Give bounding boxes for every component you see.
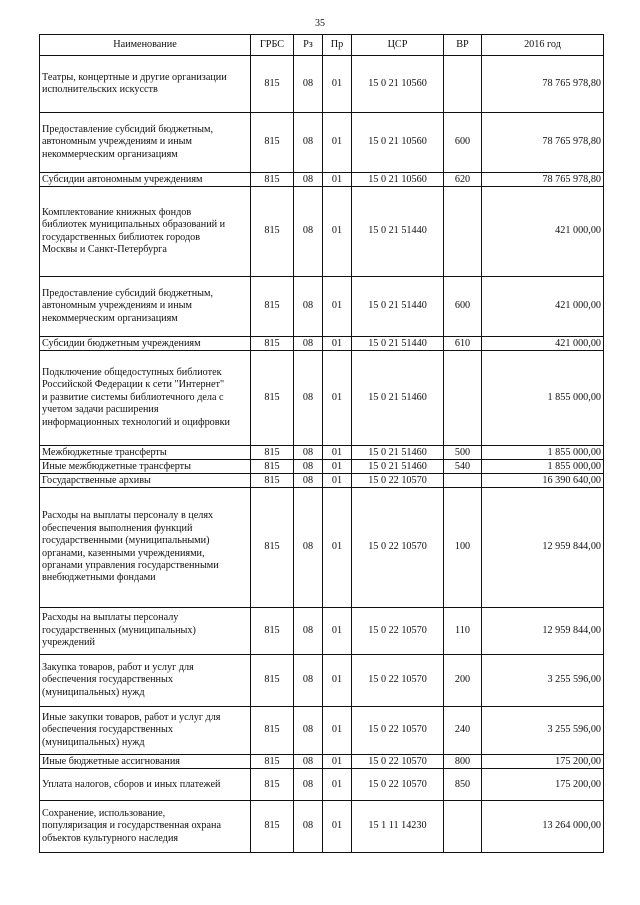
- cell-name-line: библиотек муниципальных образований и: [42, 219, 226, 231]
- cell-name-line: (муниципальных) нужд: [42, 686, 145, 698]
- cell-csr: 15 0 21 10560: [352, 173, 444, 187]
- column-header-name: Наименование: [40, 35, 251, 56]
- cell-name-line: Иные межбюджетные трансферты: [42, 460, 191, 472]
- cell-grbs: 815: [251, 446, 294, 460]
- cell-vr: 500: [444, 446, 482, 460]
- cell-pr: 01: [323, 474, 352, 488]
- cell-grbs: 815: [251, 801, 294, 853]
- cell-name: [40, 801, 251, 853]
- cell-name-line: государственными (муниципальными): [42, 535, 210, 547]
- cell-name: [40, 113, 251, 173]
- cell-grbs: 815: [251, 113, 294, 173]
- cell-csr: 15 0 22 10570: [352, 488, 444, 608]
- cell-rz: 08: [294, 755, 323, 769]
- cell-vr: [444, 474, 482, 488]
- cell-name-line: Субсидии автономным учреждениям: [42, 173, 203, 185]
- table-row: [40, 769, 604, 801]
- cell-amount: 421 000,00: [482, 337, 604, 351]
- table-body: [40, 56, 604, 853]
- cell-csr: 15 0 22 10570: [352, 474, 444, 488]
- cell-name-line: (муниципальных) нужд: [42, 736, 145, 748]
- cell-grbs: 815: [251, 755, 294, 769]
- cell-name-line: органами, казенными учреждениями,: [42, 547, 205, 559]
- cell-vr: 540: [444, 460, 482, 474]
- table-row: [40, 446, 604, 460]
- cell-amount: 13 264 000,00: [482, 801, 604, 853]
- cell-rz: 08: [294, 474, 323, 488]
- table-row: [40, 351, 604, 446]
- cell-name: [40, 707, 251, 755]
- cell-name-line: Государственные архивы: [42, 474, 151, 486]
- cell-vr: 240: [444, 707, 482, 755]
- cell-name-line: информационных технологий и оцифровки: [42, 416, 230, 428]
- cell-name: [40, 337, 251, 351]
- page-number: 35: [315, 18, 325, 29]
- cell-name: [40, 655, 251, 707]
- cell-name-line: Предоставление субсидий бюджетным,: [42, 287, 214, 299]
- cell-csr: 15 0 21 51460: [352, 460, 444, 474]
- cell-pr: 01: [323, 113, 352, 173]
- table-row: [40, 113, 604, 173]
- cell-name-line: Закупка товаров, работ и услуг для: [42, 661, 194, 673]
- cell-grbs: 815: [251, 655, 294, 707]
- cell-name-line: автономным учреждениям и иным: [42, 136, 192, 148]
- column-header-year: 2016 год: [482, 35, 604, 56]
- cell-rz: 08: [294, 707, 323, 755]
- cell-name-line: и развитие системы библиотечного дела с: [42, 391, 224, 403]
- cell-grbs: 815: [251, 488, 294, 608]
- cell-pr: 01: [323, 460, 352, 474]
- cell-csr: 15 0 22 10570: [352, 707, 444, 755]
- cell-amount: 1 855 000,00: [482, 351, 604, 446]
- cell-name: [40, 769, 251, 801]
- cell-vr: 600: [444, 113, 482, 173]
- cell-grbs: 815: [251, 707, 294, 755]
- cell-vr: 200: [444, 655, 482, 707]
- column-header-pr: Пр: [323, 35, 352, 56]
- table-row: [40, 755, 604, 769]
- cell-grbs: 815: [251, 56, 294, 113]
- cell-name-line: некоммерческим организациям: [42, 148, 178, 160]
- cell-rz: 08: [294, 460, 323, 474]
- table-row: [40, 173, 604, 187]
- cell-name-line: учетом задачи расширения: [42, 404, 159, 416]
- cell-name-line: обеспечения государственных: [42, 674, 173, 686]
- cell-name-line: Расходы на выплаты персоналу: [42, 612, 179, 624]
- cell-csr: 15 1 11 14230: [352, 801, 444, 853]
- table-row: [40, 337, 604, 351]
- cell-name-line: Уплата налогов, сборов и иных платежей: [42, 778, 221, 790]
- cell-vr: [444, 56, 482, 113]
- cell-vr: 800: [444, 755, 482, 769]
- cell-pr: 01: [323, 337, 352, 351]
- cell-vr: 610: [444, 337, 482, 351]
- cell-name-line: Москвы и Санкт-Петербурга: [42, 243, 167, 255]
- cell-name: [40, 56, 251, 113]
- cell-name-line: внебюджетными фондами: [42, 572, 156, 584]
- cell-grbs: 815: [251, 608, 294, 655]
- cell-name: [40, 187, 251, 277]
- cell-csr: 15 0 21 51440: [352, 187, 444, 277]
- table-row: [40, 801, 604, 853]
- cell-grbs: 815: [251, 337, 294, 351]
- cell-amount: 78 765 978,80: [482, 113, 604, 173]
- cell-amount: 1 855 000,00: [482, 446, 604, 460]
- cell-vr: 110: [444, 608, 482, 655]
- cell-csr: 15 0 21 10560: [352, 56, 444, 113]
- cell-pr: 01: [323, 769, 352, 801]
- cell-name-line: органами управления государственными: [42, 559, 219, 571]
- cell-grbs: 815: [251, 351, 294, 446]
- cell-csr: 15 0 21 51460: [352, 351, 444, 446]
- table-row: [40, 707, 604, 755]
- cell-csr: 15 0 22 10570: [352, 655, 444, 707]
- cell-name-line: популяризация и государственная охрана: [42, 820, 221, 832]
- column-header-grbs: ГРБС: [251, 35, 294, 56]
- table-row: [40, 608, 604, 655]
- cell-amount: 12 959 844,00: [482, 488, 604, 608]
- cell-csr: 15 0 22 10570: [352, 755, 444, 769]
- cell-name: [40, 446, 251, 460]
- cell-name-line: объектов культурного наследия: [42, 832, 179, 844]
- cell-rz: 08: [294, 337, 323, 351]
- cell-name: [40, 460, 251, 474]
- budget-table: [39, 34, 604, 853]
- cell-amount: 3 255 596,00: [482, 655, 604, 707]
- cell-amount: 175 200,00: [482, 755, 604, 769]
- cell-pr: 01: [323, 801, 352, 853]
- cell-rz: 08: [294, 351, 323, 446]
- cell-rz: 08: [294, 56, 323, 113]
- cell-pr: 01: [323, 187, 352, 277]
- cell-name-line: исполнительских искусств: [42, 84, 158, 95]
- cell-name-line: Предоставление субсидий бюджетным,: [42, 123, 214, 135]
- table-row: [40, 277, 604, 337]
- cell-name-line: Комплектование книжных фондов: [42, 206, 192, 218]
- cell-amount: 421 000,00: [482, 187, 604, 277]
- cell-pr: 01: [323, 56, 352, 113]
- cell-rz: 08: [294, 488, 323, 608]
- cell-pr: 01: [323, 173, 352, 187]
- cell-grbs: 815: [251, 460, 294, 474]
- cell-vr: 620: [444, 173, 482, 187]
- cell-amount: 1 855 000,00: [482, 460, 604, 474]
- cell-name: [40, 173, 251, 187]
- cell-name: [40, 277, 251, 337]
- cell-name: [40, 351, 251, 446]
- cell-rz: 08: [294, 655, 323, 707]
- cell-grbs: 815: [251, 173, 294, 187]
- cell-rz: 08: [294, 277, 323, 337]
- cell-vr: 600: [444, 277, 482, 337]
- cell-pr: 01: [323, 446, 352, 460]
- cell-pr: 01: [323, 707, 352, 755]
- table-row: [40, 488, 604, 608]
- cell-name-line: обеспечения выполнения функций: [42, 522, 193, 534]
- cell-name-line: Расходы на выплаты персоналу в целях: [42, 510, 214, 522]
- cell-rz: 08: [294, 113, 323, 173]
- cell-name-line: Иные бюджетные ассигнования: [42, 755, 180, 767]
- table-row: [40, 655, 604, 707]
- cell-pr: 01: [323, 277, 352, 337]
- table-row: [40, 56, 604, 113]
- cell-grbs: 815: [251, 769, 294, 801]
- cell-name-line: Театры, концертные и другие организации: [42, 71, 227, 83]
- cell-vr: [444, 187, 482, 277]
- cell-vr: [444, 351, 482, 446]
- cell-csr: 15 0 21 51460: [352, 446, 444, 460]
- cell-pr: 01: [323, 608, 352, 655]
- cell-csr: 15 0 22 10570: [352, 608, 444, 655]
- table-row: [40, 187, 604, 277]
- cell-amount: 16 390 640,00: [482, 474, 604, 488]
- cell-name-line: Подключение общедоступных библиотек: [42, 366, 222, 378]
- cell-vr: 100: [444, 488, 482, 608]
- cell-name-line: Сохранение, использование,: [42, 807, 166, 819]
- cell-name-line: автономным учреждениям и иным: [42, 300, 192, 312]
- table-row: [40, 474, 604, 488]
- cell-name-line: Субсидии бюджетным учреждениям: [42, 337, 201, 349]
- cell-grbs: 815: [251, 277, 294, 337]
- cell-pr: 01: [323, 488, 352, 608]
- cell-rz: 08: [294, 173, 323, 187]
- cell-name: [40, 755, 251, 769]
- cell-pr: 01: [323, 755, 352, 769]
- cell-name-line: государственных библиотек городов: [42, 231, 201, 243]
- cell-name-line: Иные закупки товаров, работ и услуг для: [42, 711, 221, 723]
- cell-name: [40, 608, 251, 655]
- cell-rz: 08: [294, 801, 323, 853]
- cell-amount: 78 765 978,80: [482, 56, 604, 113]
- cell-rz: 08: [294, 608, 323, 655]
- cell-csr: 15 0 21 51440: [352, 337, 444, 351]
- cell-vr: [444, 801, 482, 853]
- cell-name: [40, 488, 251, 608]
- cell-amount: 175 200,00: [482, 769, 604, 801]
- cell-pr: 01: [323, 655, 352, 707]
- cell-pr: 01: [323, 351, 352, 446]
- cell-amount: 421 000,00: [482, 277, 604, 337]
- table-header-row: [40, 35, 604, 56]
- column-header-rz: Рз: [294, 35, 323, 56]
- cell-name-line: учреждений: [42, 637, 95, 649]
- cell-csr: 15 0 22 10570: [352, 769, 444, 801]
- column-header-vr: ВР: [444, 35, 482, 56]
- cell-vr: 850: [444, 769, 482, 801]
- cell-grbs: 815: [251, 474, 294, 488]
- cell-name-line: Межбюджетные трансферты: [42, 446, 167, 458]
- cell-csr: 15 0 21 10560: [352, 113, 444, 173]
- cell-name: [40, 474, 251, 488]
- cell-amount: 12 959 844,00: [482, 608, 604, 655]
- cell-name-line: некоммерческим организациям: [42, 312, 178, 324]
- cell-name-line: обеспечения государственных: [42, 724, 173, 736]
- cell-amount: 3 255 596,00: [482, 707, 604, 755]
- cell-name-line: Российской Федерации к сети "Интернет": [42, 379, 225, 391]
- cell-grbs: 815: [251, 187, 294, 277]
- cell-amount: 78 765 978,80: [482, 173, 604, 187]
- cell-rz: 08: [294, 446, 323, 460]
- cell-name-line: государственных (муниципальных): [42, 624, 196, 636]
- column-header-csr: ЦСР: [352, 35, 444, 56]
- cell-rz: 08: [294, 187, 323, 277]
- cell-rz: 08: [294, 769, 323, 801]
- cell-csr: 15 0 21 51440: [352, 277, 444, 337]
- table-row: [40, 460, 604, 474]
